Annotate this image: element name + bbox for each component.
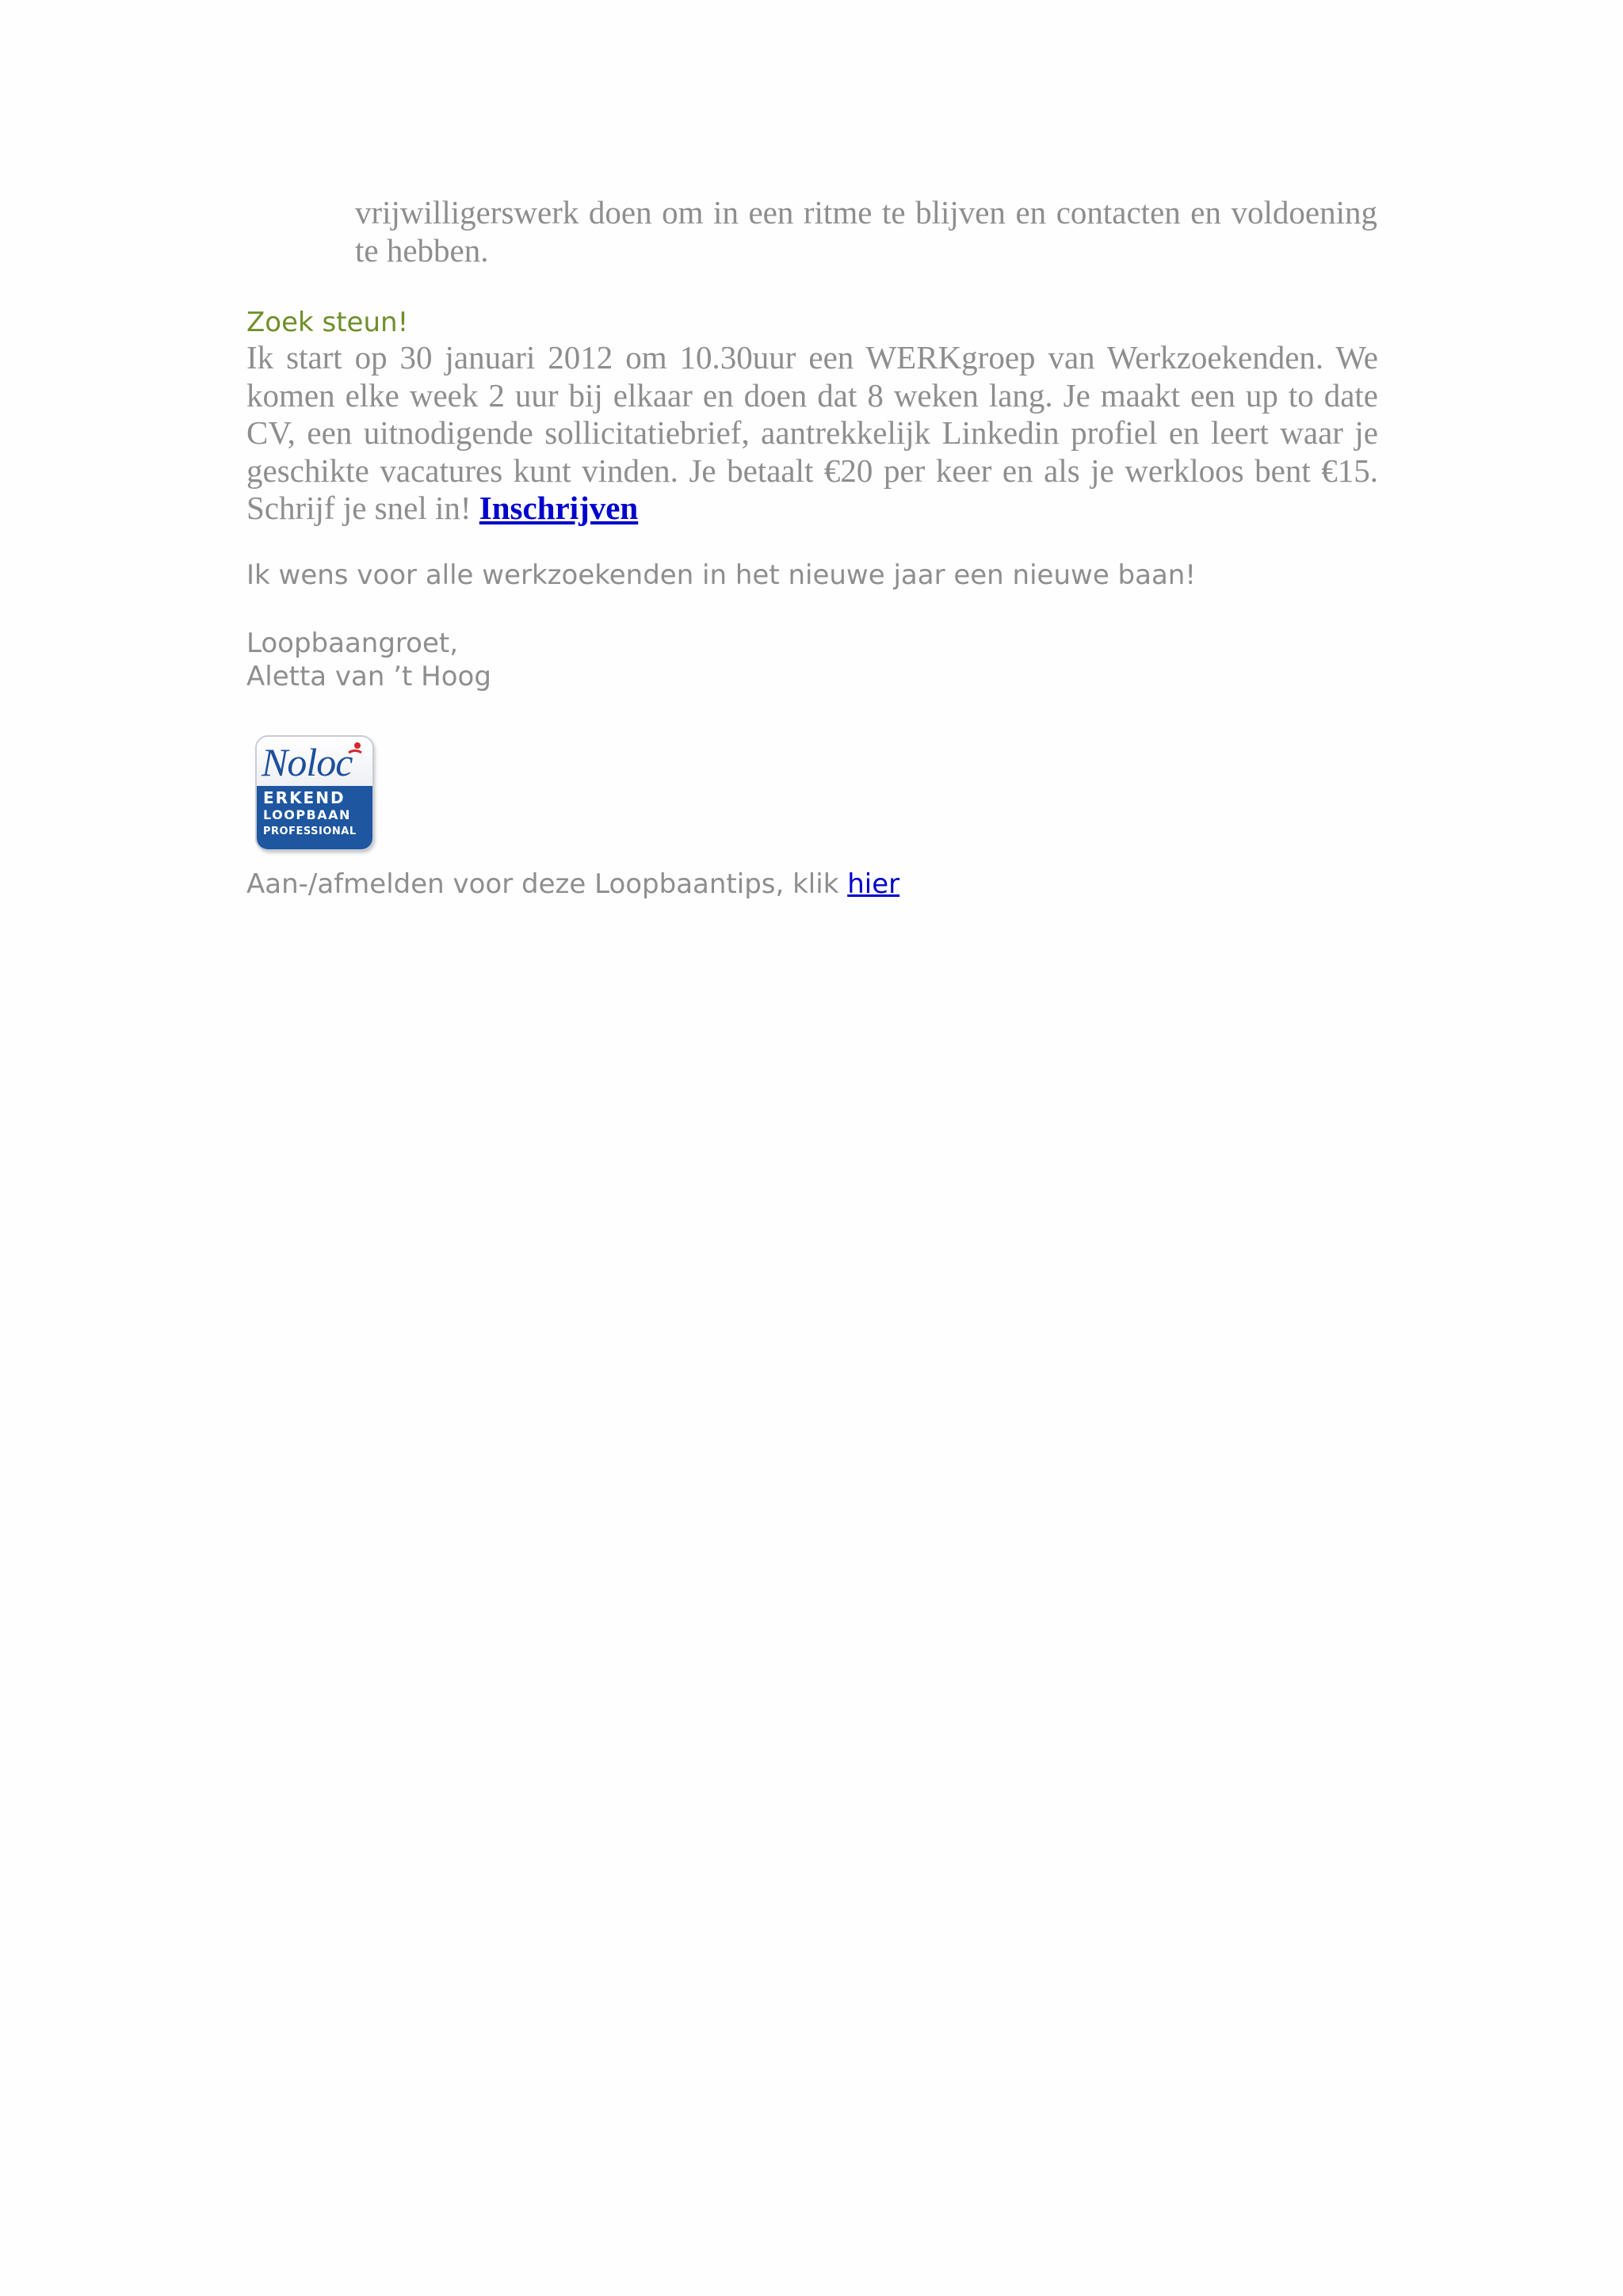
unsubscribe-line	[246, 868, 899, 901]
paragraph-last-line	[246, 490, 1378, 528]
unsubscribe-text: Aan-/afmelden voor deze Loopbaantips, klik	[246, 868, 848, 900]
section-heading: Zoek steun!	[246, 307, 409, 338]
signup-prompt: Schrijf je snel in!	[246, 490, 479, 526]
paragraph-line: geschikte vacatures kunt vinden. Je betaalt €20 per keer en als je werkloos bent €15.	[246, 452, 1378, 489]
workgroup-paragraph	[246, 339, 1378, 528]
new-year-wish: Ik wens voor alle werkzoekenden in het nieuwe jaar een nieuwe baan!	[246, 559, 1196, 591]
logo-line-2: LOOPBAAN	[263, 807, 351, 822]
paragraph-line: komen elke week 2 uur bij elkaar en doen dat 8 weken lang. Je maakt een up to date	[246, 376, 1378, 414]
signoff-name: Aletta van ’t Hoog	[246, 661, 491, 692]
continuation-line-1: vrijwilligerswerk doen om in een ritme te blijven en contacten en voldoening	[355, 194, 1377, 231]
signoff	[246, 627, 491, 693]
logo-brand: Noloc	[262, 740, 353, 784]
continuation-paragraph	[355, 193, 1377, 269]
noloc-logo	[257, 737, 372, 849]
logo-line-1: ERKEND	[263, 788, 346, 807]
signup-link[interactable]: Inschrijven	[479, 490, 639, 526]
logo-top-panel	[257, 737, 372, 786]
signoff-greeting: Loopbaangroet,	[246, 627, 459, 659]
paragraph-line: Ik start op 30 januari 2012 om 10.30uur een WERKgroep van Werkzoekenden. We	[246, 339, 1378, 376]
logo-band	[257, 786, 372, 849]
continuation-line-2: te hebben.	[355, 232, 489, 269]
paragraph-line: CV, een uitnodigende sollicitatiebrief, aantrekkelijk Linkedin profiel en leert waar je	[246, 414, 1378, 451]
unsubscribe-link[interactable]: hier	[847, 868, 900, 900]
figure-mark-icon	[347, 742, 363, 762]
logo-line-3: PROFESSIONAL	[263, 826, 357, 837]
